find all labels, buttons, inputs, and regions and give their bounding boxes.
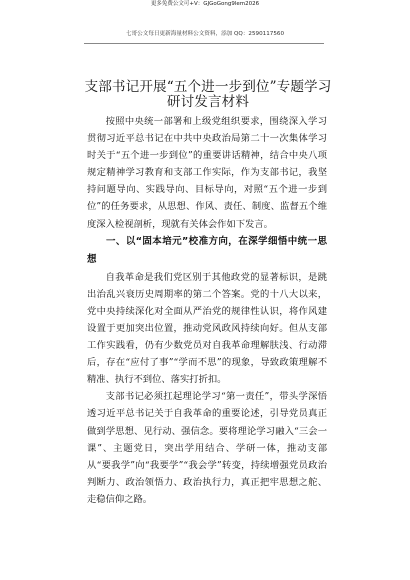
intro-paragraph: 按照中央统一部署和上级党组织要求，围绕深入学习贯彻习近平总书记在中共中央政治局第二十一次集体学习时关于“五个进一步到位”的重要讲话精神，结合中央八项规定精神学习教育和支部工作实际，作为支部书记，我坚持问题导向、实践导向、目标导向，对照“五个进一步到位”的任务要求，从思想、作风、责任、制度、监督五个维度深入检视剖析，现就有关体会作如下发言。 — [87, 116, 327, 230]
section-1-paragraph: 支部书记必须扛起理论学习“第一责任”，带头学深悟透习近平总书记关于自我革命的重要论述，引导党员真正做到学思想、见行动、强信念。要将理论学习融入“三会一课”、主题党日，突出学用结合、学研一体，推动支部从“要我学”向“我要学”“我会学”转变，持续增强党员政治判断力、政治领悟力、政治执行力，真正把牢思想之舵、走稳信仰之路。 — [87, 391, 327, 505]
header-note: 七哥公文每日更新海量材料公文资料，添加 QQ：2590117560 — [125, 31, 285, 37]
top-banner: 更多免费公文可+V：GJGoGong9lem2026 — [150, 1, 260, 7]
section-heading-1: 一、以“固本培元”校准方向，在深学细悟中统一思想 — [87, 235, 327, 265]
document-body — [87, 113, 327, 508]
header-divider — [84, 43, 324, 44]
section-1-paragraph: 自我革命是我们党区别于其他政党的显著标识，是跳出治乱兴衰历史周期率的第二个答案。党的十八大以来，党中央持续深化对全面从严治党的规律性认识，将作风建设置于更加突出位置，推动党风政风持续向好。但从支部工作实践看，仍有少数党员对自我革命理解肤浅、行动滞后，存在“应付了事”“学而不思”的现象，导致政策理解不精准、执行不到位、落实打折扣。 — [87, 271, 327, 386]
document-title: 支部书记开展“五个进一步到位”专题学习研讨发言材料 — [84, 79, 332, 110]
